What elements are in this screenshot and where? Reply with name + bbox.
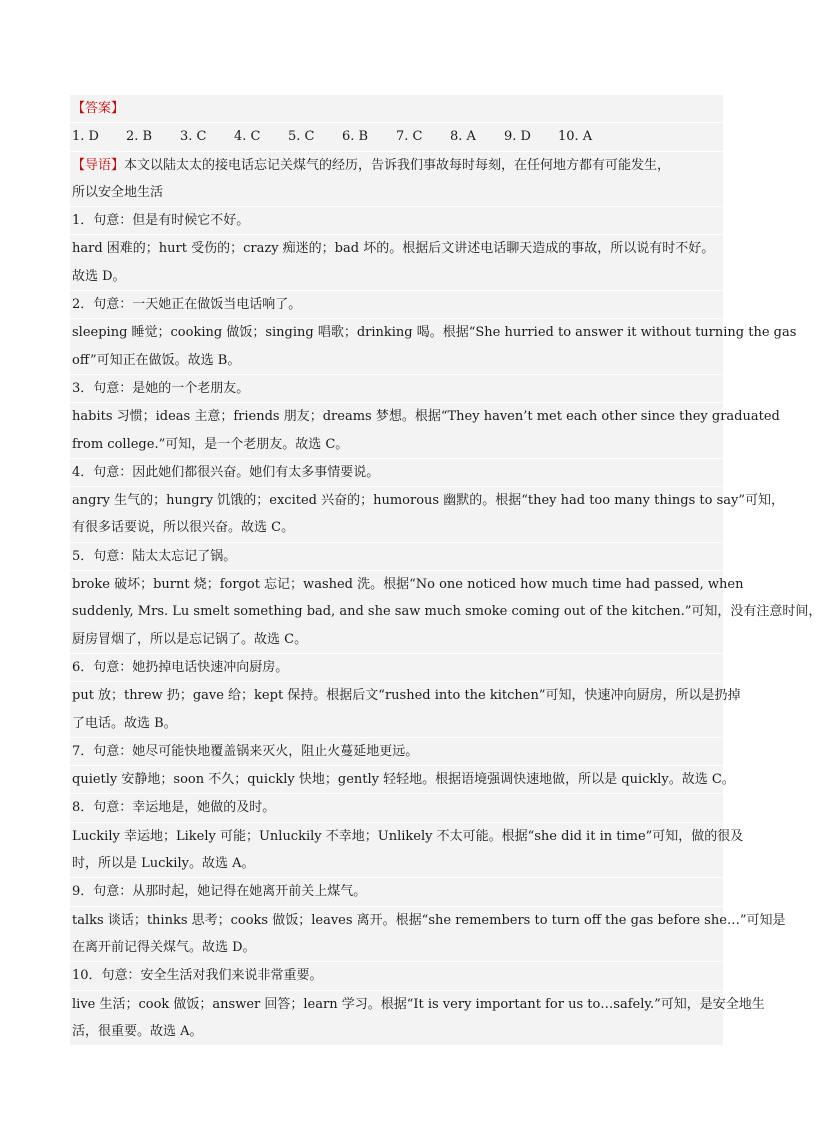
item-explanation-line: 时，所以是 Luckily。故选 A。 (72, 856, 255, 872)
item-heading: 3．句意：是她的一个老朋友。 (70, 374, 723, 402)
item-heading: 4．句意：因此她们都很兴奋。她们有太多事情要说。 (70, 458, 723, 486)
item-explanation-line: off”可知正在做饭。故选 B。 (72, 352, 241, 368)
item-explanation-line: live 生活；cook 做饭；answer 回答；learn 学习。根据“It is very important for us to…safely.”可知，是安全地生 (70, 990, 723, 1018)
item-heading: 9．句意：从那时起，她记得在她离开前关上煤气。 (70, 877, 723, 905)
explanation-list (70, 206, 821, 1045)
answer-4: 4. C (234, 129, 261, 145)
item-explanation-line: hard 困难的；hurt 受伤的；crazy 痴迷的；bad 坏的。根据后文讲述电话聊天造成的事故，所以说有时不好。 (70, 234, 723, 262)
item-heading: 2．句意：一天她正在做饭当电话响了。 (70, 290, 723, 318)
item-explanation-line: 有很多话要说，所以很兴奋。故选 C。 (72, 520, 295, 536)
item-heading: 5．句意：陆太太忘记了锅。 (70, 542, 723, 570)
answer-5: 5. C (288, 129, 315, 145)
guide-line-2: 所以安全地生活 (72, 184, 164, 200)
item-explanation-line: from college.”可知，是一个老朋友。故选 C。 (72, 436, 349, 452)
item-explanation-line: talks 谈话；thinks 思考；cooks 做饭；leaves 离开。根据“she remembers to turn off the gas before she…”可知是 (70, 906, 723, 934)
answer-2: 2. B (126, 129, 153, 145)
answer-6: 6. B (342, 129, 369, 145)
item-explanation-line: 厨房冒烟了，所以是忘记锅了。故选 C。 (72, 631, 308, 647)
item-heading: 6．句意：她扔掉电话快速冲向厨房。 (70, 653, 723, 681)
guide-line-1 (70, 151, 723, 179)
answer-9: 9. D (504, 129, 531, 145)
item-explanation-line: 故选 D。 (72, 268, 126, 284)
item-explanation-line: sleeping 睡觉；cooking 做饭；singing 唱歌；drinking 喝。根据“She hurried to answer it without turning the gas (70, 318, 723, 346)
item-explanation-line: put 放；threw 扔；gave 给；kept 保持。根据后文“rushed into the kitchen”可知，快速冲向厨房，所以是扔掉 (70, 681, 723, 709)
item-explanation-line: quietly 安静地；soon 不久；quickly 快地；gently 轻轻地。根据语境强调快速地做，所以是 quickly。故选 C。 (70, 765, 723, 793)
item-explanation-line: 在离开前记得关煤气。故选 D。 (72, 939, 256, 955)
item-explanation-line: habits 习惯；ideas 主意；friends 朋友；dreams 梦想。根据“They haven’t met each other since they graduated (70, 402, 723, 430)
answer-key-row (70, 122, 723, 150)
item-explanation-line: Luckily 幸运地；Likely 可能；Unluckily 不幸地；Unlikely 不太可能。根据“she did it in time”可知，做的很及 (70, 822, 723, 850)
item-explanation-line: angry 生气的；hungry 饥饿的；excited 兴奋的；humorous 幽默的。根据“they had too many things to say”可知， (70, 486, 723, 514)
answer-10: 10. A (558, 129, 593, 145)
answer-3: 3. C (180, 129, 207, 145)
item-heading: 1．句意：但是有时候它不好。 (70, 206, 723, 234)
item-explanation-line: suddenly, Mrs. Lu smelt something bad, and she saw much smoke coming out of the kitchen.”可知，没有注意时间， (72, 604, 821, 620)
item-explanation-line: 活，很重要。故选 A。 (72, 1023, 203, 1039)
item-heading: 10．句意：安全生活对我们来说非常重要。 (70, 961, 723, 989)
item-explanation-line: broke 破坏；burnt 烧；forgot 忘记；washed 洗。根据“No one noticed how much time had passed, when (70, 570, 723, 598)
item-heading: 7．句意：她尽可能快地覆盖锅来灭火，阻止火蔓延地更远。 (70, 737, 723, 765)
answer-8: 8. A (450, 129, 476, 145)
guide-label: 【导语】 (72, 157, 125, 173)
answer-7: 7. C (396, 129, 423, 145)
item-explanation-line: 了电话。故选 B。 (72, 715, 177, 731)
item-heading: 8．句意：幸运地是，她做的及时。 (70, 793, 723, 821)
answer-heading: 【答案】 (72, 101, 125, 116)
guide-text: 本文以陆太太的接电话忘记关煤气的经历，告诉我们事故每时每刻，在任何地方都有可能发生， (124, 157, 671, 173)
answer-1: 1. D (72, 129, 99, 145)
answer-explanation-block (70, 95, 821, 1045)
